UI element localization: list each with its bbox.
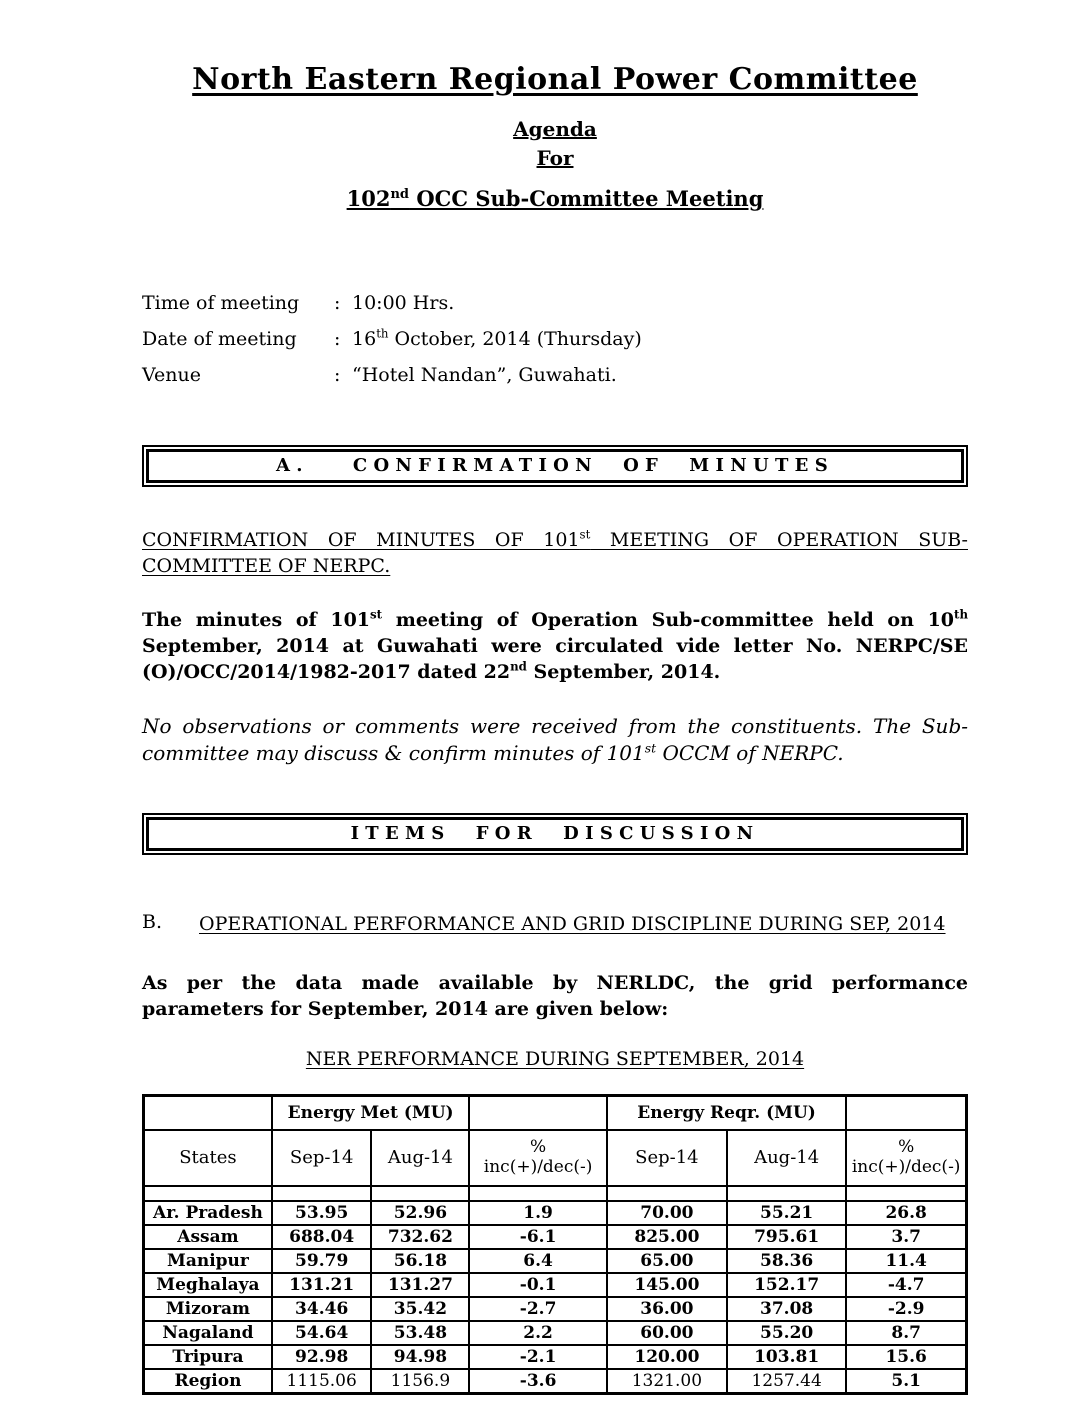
- req-aug-cell: 55.21: [727, 1201, 846, 1225]
- info-value: [352, 357, 968, 393]
- req-pct-cell: 5.1: [846, 1369, 966, 1394]
- items-box: [142, 813, 968, 855]
- req-aug-cell: 795.61: [727, 1225, 846, 1249]
- empty-cell: [846, 1186, 966, 1201]
- met-aug-cell: 56.18: [371, 1249, 469, 1273]
- req-sep-cell: 70.00: [607, 1201, 727, 1225]
- table-spacer-row: [144, 1186, 967, 1201]
- empty-cell: [607, 1186, 727, 1201]
- minutes-paragraph: [142, 607, 968, 685]
- items-box-inner: [146, 817, 964, 851]
- req-sep-cell: 65.00: [607, 1249, 727, 1273]
- empty-cell: [469, 1096, 606, 1130]
- confirmation-heading: [142, 527, 968, 579]
- table-row-ar-pradesh: [144, 1201, 967, 1225]
- column-header-pct: [846, 1130, 966, 1186]
- observations-paragraph: [142, 713, 968, 767]
- state-cell: Nagaland: [144, 1321, 272, 1345]
- section-b-heading: OPERATIONAL PERFORMANCE AND GRID DISCIPLINE DURING SEP, 2014: [199, 913, 946, 935]
- state-cell: Meghalaya: [144, 1273, 272, 1297]
- meeting-title-rest: OCC Sub-Committee Meeting: [409, 186, 764, 211]
- ordinal-sup: th: [376, 326, 389, 341]
- items-box-label: ITEMS FOR DISCUSSION: [350, 823, 760, 844]
- table-row-manipur: [144, 1249, 967, 1273]
- pct-header: [472, 1138, 603, 1177]
- ordinal-sup: th: [954, 607, 969, 622]
- req-aug-cell: 37.08: [727, 1297, 846, 1321]
- heading-text: MEETING OF OPERATION SUB-COMMITTEE OF NERPC.: [142, 529, 968, 577]
- req-aug-cell: 1257.44: [727, 1369, 846, 1394]
- met-pct-cell: -2.1: [469, 1345, 606, 1369]
- req-sep-cell: 120.00: [607, 1345, 727, 1369]
- info-value-text: “Hotel Nandan”, Guwahati.: [352, 364, 617, 386]
- group-header-energy-reqr: Energy Reqr. (MU): [607, 1096, 846, 1130]
- info-row-time: [142, 285, 968, 321]
- req-pct-cell: 26.8: [846, 1201, 966, 1225]
- table-row-tripura: [144, 1345, 967, 1369]
- met-sep-cell: 59.79: [272, 1249, 372, 1273]
- met-pct-cell: -2.7: [469, 1297, 606, 1321]
- state-cell: Tripura: [144, 1345, 272, 1369]
- column-header-pct: [469, 1130, 606, 1186]
- met-pct-cell: 1.9: [469, 1201, 606, 1225]
- met-aug-cell: 94.98: [371, 1345, 469, 1369]
- document-page: [142, 0, 968, 1395]
- table-group-header-row: [144, 1096, 967, 1130]
- ordinal-sup: nd: [510, 659, 527, 674]
- info-colon: :: [334, 292, 341, 314]
- group-header-energy-met: Energy Met (MU): [272, 1096, 470, 1130]
- pct-header-line1: %: [898, 1136, 915, 1157]
- state-cell: Assam: [144, 1225, 272, 1249]
- state-cell: Manipur: [144, 1249, 272, 1273]
- met-sep-cell: 34.46: [272, 1297, 372, 1321]
- met-sep-cell: 92.98: [272, 1345, 372, 1369]
- met-sep-cell: 54.64: [272, 1321, 372, 1345]
- empty-cell: [272, 1186, 372, 1201]
- table-row-mizoram: [144, 1297, 967, 1321]
- info-colon: :: [334, 328, 341, 350]
- req-pct-cell: 3.7: [846, 1225, 966, 1249]
- empty-cell: [371, 1186, 469, 1201]
- ordinal-sup: st: [579, 527, 591, 542]
- paragraph-text: meeting of Operation Sub-committee held on 10: [382, 609, 955, 631]
- req-pct-cell: 8.7: [846, 1321, 966, 1345]
- info-colon: :: [334, 364, 341, 386]
- table-title: NER PERFORMANCE DURING SEPTEMBER, 2014: [305, 1048, 805, 1070]
- met-aug-cell: 131.27: [371, 1273, 469, 1297]
- met-aug-cell: 53.48: [371, 1321, 469, 1345]
- column-header-aug14: Aug-14: [371, 1130, 469, 1186]
- info-value: [352, 285, 968, 321]
- req-pct-cell: -4.7: [846, 1273, 966, 1297]
- paragraph-text: OCCM of NERPC.: [656, 741, 844, 765]
- met-pct-cell: 6.4: [469, 1249, 606, 1273]
- performance-table: [142, 1094, 968, 1395]
- info-value-text: 10:00 Hrs.: [352, 292, 455, 314]
- met-aug-cell: 52.96: [371, 1201, 469, 1225]
- subtitle-agenda: Agenda: [513, 117, 597, 141]
- req-aug-cell: 152.17: [727, 1273, 846, 1297]
- table-row-assam: [144, 1225, 967, 1249]
- paragraph-text: No observations or comments were received from the constituents. The Sub-committee may discuss & confirm minutes of 101: [142, 714, 968, 765]
- met-aug-cell: 732.62: [371, 1225, 469, 1249]
- met-sep-cell: 1115.06: [272, 1369, 372, 1394]
- column-header-sep14: Sep-14: [272, 1130, 372, 1186]
- req-aug-cell: 103.81: [727, 1345, 846, 1369]
- paragraph-text: The minutes of 101: [142, 609, 371, 631]
- info-label: Date of meeting: [142, 328, 297, 350]
- section-a-letter: A.: [275, 455, 309, 476]
- intro-paragraph: As per the data made available by NERLDC, the grid performance parameters for September, 2014 are given below:: [142, 972, 968, 1020]
- met-pct-cell: 2.2: [469, 1321, 606, 1345]
- column-header-sep14: Sep-14: [607, 1130, 727, 1186]
- table-row-region: [144, 1369, 967, 1394]
- table-row-nagaland: [144, 1321, 967, 1345]
- empty-cell: [727, 1186, 846, 1201]
- section-a-box-label: CONFIRMATION OF MINUTES: [352, 455, 834, 476]
- met-pct-cell: -3.6: [469, 1369, 606, 1394]
- table-row-meghalaya: [144, 1273, 967, 1297]
- pct-header-line2: inc(+)/dec(-): [851, 1156, 961, 1177]
- met-pct-cell: -6.1: [469, 1225, 606, 1249]
- meeting-number: 102: [346, 186, 391, 211]
- met-sep-cell: 131.21: [272, 1273, 372, 1297]
- pct-header-line2: inc(+)/dec(-): [483, 1156, 593, 1177]
- met-sep-cell: 688.04: [272, 1225, 372, 1249]
- info-value: [352, 321, 968, 357]
- column-header-aug14: Aug-14: [727, 1130, 846, 1186]
- state-cell: Region: [144, 1369, 272, 1394]
- info-label: Time of meeting: [142, 292, 300, 314]
- ordinal-sup: st: [644, 740, 657, 756]
- empty-cell: [144, 1186, 272, 1201]
- info-row-venue: [142, 357, 968, 393]
- heading-text: CONFIRMATION OF MINUTES OF 101: [142, 529, 580, 551]
- empty-cell: [469, 1186, 606, 1201]
- section-b-letter: B.: [142, 911, 163, 933]
- req-sep-cell: 145.00: [607, 1273, 727, 1297]
- title-block: [142, 62, 968, 211]
- paragraph-text: September, 2014 at Guwahati were circulated vide letter No. NERPC/SE (O)/OCC/2014/1982-2017 dated 22: [142, 635, 968, 683]
- req-sep-cell: 825.00: [607, 1225, 727, 1249]
- paragraph-text: September, 2014.: [526, 661, 721, 683]
- info-row-date: [142, 321, 968, 357]
- req-pct-cell: -2.9: [846, 1297, 966, 1321]
- state-cell: Mizoram: [144, 1297, 272, 1321]
- req-sep-cell: 60.00: [607, 1321, 727, 1345]
- state-cell: Ar. Pradesh: [144, 1201, 272, 1225]
- section-b-heading-block: [142, 911, 968, 938]
- req-sep-cell: 1321.00: [607, 1369, 727, 1394]
- table-column-header-row: [144, 1130, 967, 1186]
- met-aug-cell: 35.42: [371, 1297, 469, 1321]
- met-aug-cell: 1156.9: [371, 1369, 469, 1394]
- req-aug-cell: 58.36: [727, 1249, 846, 1273]
- ordinal-sup: st: [370, 607, 383, 622]
- section-a-box: [142, 445, 968, 487]
- req-pct-cell: 11.4: [846, 1249, 966, 1273]
- met-pct-cell: -0.1: [469, 1273, 606, 1297]
- meeting-number-ordinal: nd: [390, 187, 410, 202]
- page-title: North Eastern Regional Power Committee: [192, 62, 918, 97]
- meeting-title: [142, 186, 968, 211]
- section-a-box-inner: [146, 449, 964, 483]
- pct-header: [849, 1138, 963, 1177]
- pct-header-line1: %: [530, 1136, 547, 1157]
- empty-cell: [846, 1096, 966, 1130]
- empty-cell: [144, 1096, 272, 1130]
- req-pct-cell: 15.6: [846, 1345, 966, 1369]
- req-aug-cell: 55.20: [727, 1321, 846, 1345]
- subtitle-for: For: [536, 146, 574, 170]
- info-value-text: October, 2014 (Thursday): [388, 328, 642, 350]
- req-sep-cell: 36.00: [607, 1297, 727, 1321]
- info-value-text: 16: [352, 328, 377, 350]
- met-sep-cell: 53.95: [272, 1201, 372, 1225]
- info-label: Venue: [142, 364, 201, 386]
- column-header-states: States: [144, 1130, 272, 1186]
- meeting-info: [142, 285, 968, 393]
